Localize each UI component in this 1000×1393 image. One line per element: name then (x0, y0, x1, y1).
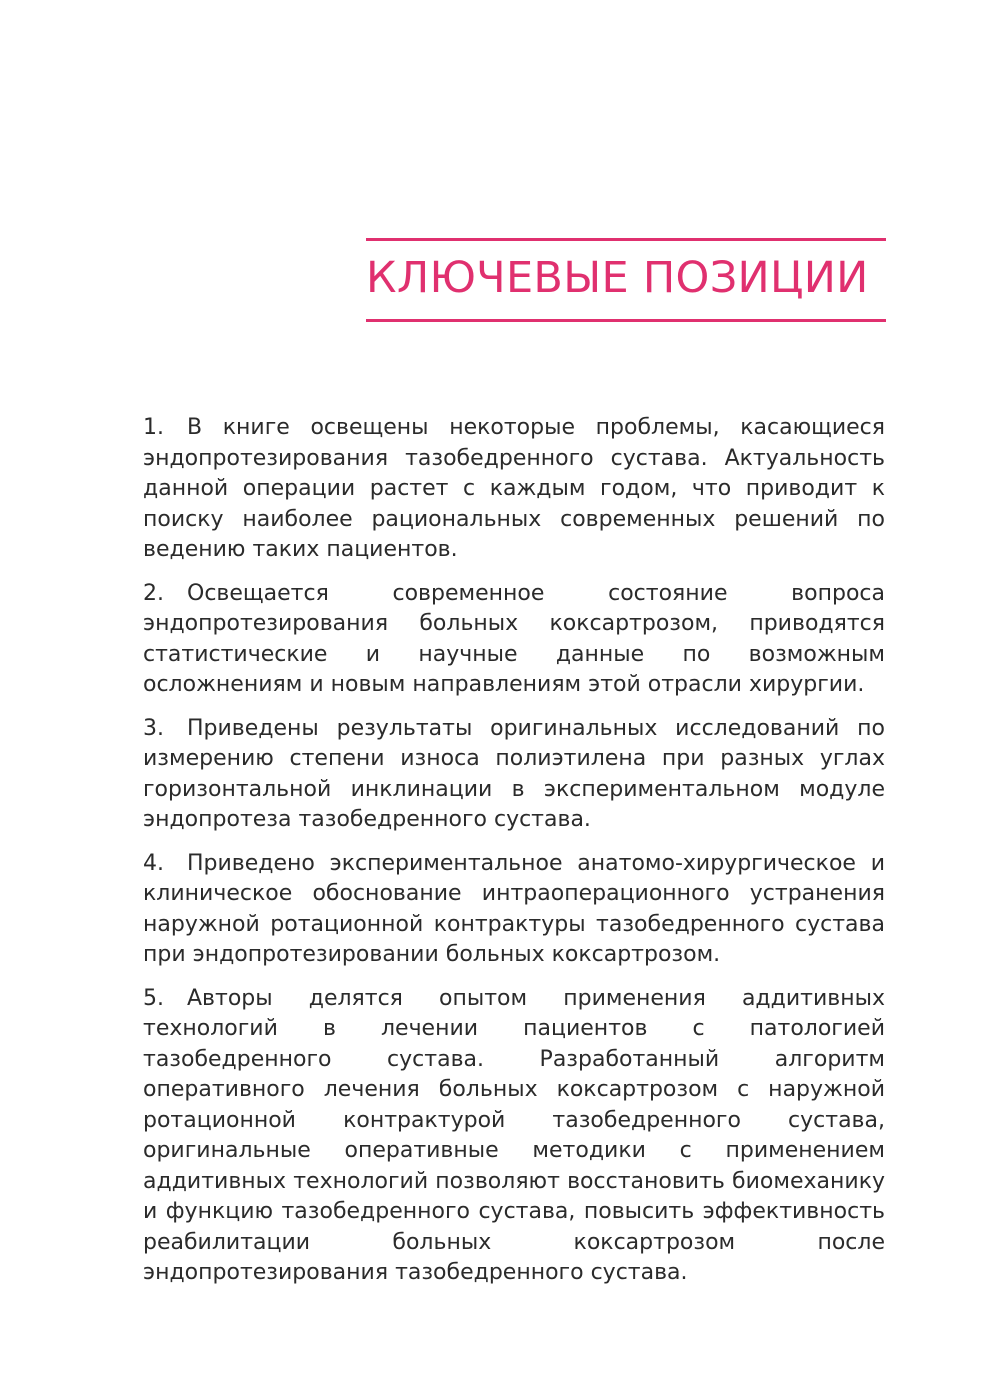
list-item (143, 849, 885, 971)
item-number: 2. (143, 580, 164, 606)
item-text: Авторы делятся опытом применения аддитивных технологий в лечении пациентов с патологией тазобедренного сустава. Разработанный алгоритм оперативного лечения больных коксартрозом с наружной ротационной контрактурой тазобедренного сустава, оригинальные оперативные методики с применением аддитивных технологий позволяют восстановить биомеханику и функцию тазобедренного сустава, повысить эффективность реабилитации больных коксартрозом после эндопротезирования тазобедренного сустава. (143, 985, 885, 1285)
list-item (143, 413, 885, 566)
item-number: 4. (143, 850, 164, 876)
item-number: 5. (143, 985, 164, 1011)
section-header (366, 238, 886, 322)
list-item (143, 579, 885, 701)
list-item (143, 714, 885, 836)
item-text: В книге освещены некоторые проблемы, касающиеся эндопротезирования тазобедренного сустава. Актуальность данной операции растет с каждым годом, что приводит к поиску наиболее рациональных современных решений по ведению таких пациентов. (143, 415, 885, 562)
list-item (143, 984, 885, 1289)
item-number: 3. (143, 715, 164, 741)
key-points-list (143, 413, 885, 1302)
item-text: Освещается современное состояние вопроса эндопротезирования больных коксартрозом, приводятся статистические и научные данные по возможным осложнениям и новым направлениям этой отрасли хирургии. (143, 580, 885, 697)
item-text: Приведено экспериментальное анатомо-хирургическое и клиническое обоснование интраоперационного устранения наружной ротационной контрактуры тазобедренного сустава при эндопротезировании больных коксартрозом. (143, 850, 885, 967)
item-number: 1. (143, 415, 164, 440)
title-bottom-rule (366, 319, 886, 322)
page-title: КЛЮЧЕВЫЕ ПОЗИЦИИ (366, 253, 869, 303)
title-top-rule (366, 238, 886, 241)
item-text: Приведены результаты оригинальных исследований по измерению степени износа полиэтилена при разных углах горизонтальной инклинации в экспериментальном модуле эндопротеза тазобедренного сустава. (143, 715, 885, 832)
